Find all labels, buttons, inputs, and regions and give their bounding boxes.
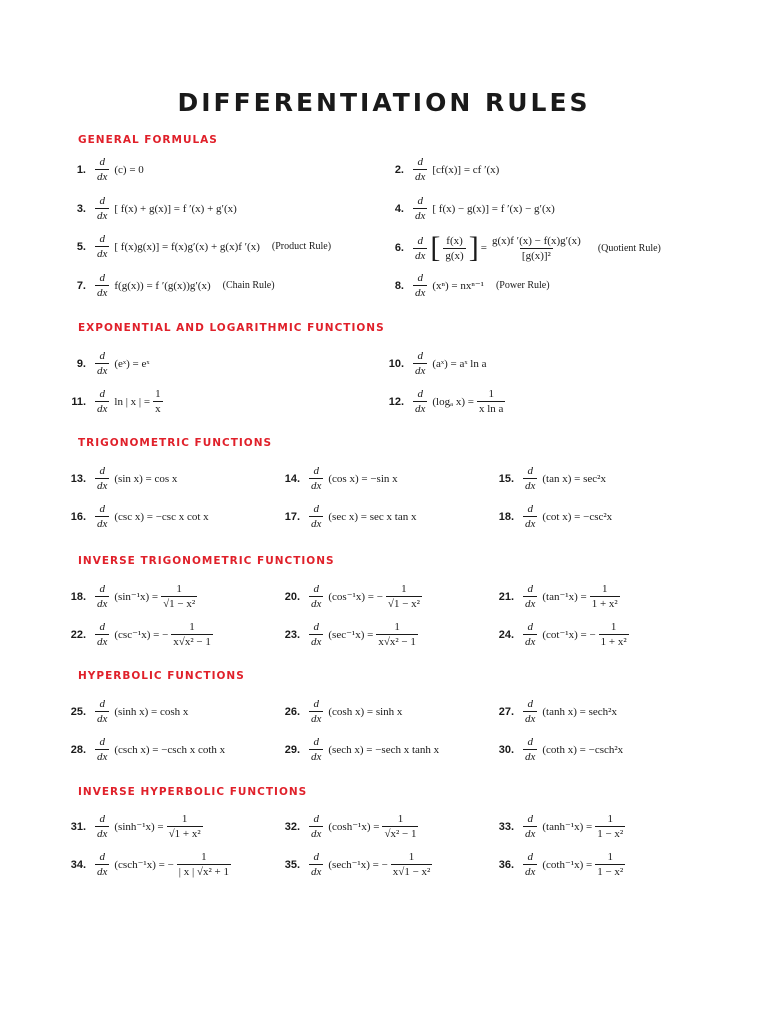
formula-r16 xyxy=(60,503,209,530)
result-fraction xyxy=(376,621,418,648)
result-fraction-denominator: 1 + x² xyxy=(591,598,618,610)
quotient-argument xyxy=(443,235,465,262)
section-heading-general: GENERAL FORMULAS xyxy=(78,134,218,146)
d-dx-operator-numerator: d xyxy=(99,813,105,825)
result-fraction-denominator: √1 − x² xyxy=(387,598,420,610)
formula-expression: (cos x) = −sin x xyxy=(328,472,398,485)
formula-number: 6. xyxy=(394,242,404,254)
formula-r26 xyxy=(274,698,402,725)
d-dx-operator xyxy=(309,851,323,878)
d-dx-operator-denominator: dx xyxy=(97,171,108,183)
formula-expression: (cos⁻¹x) = − xyxy=(328,591,383,603)
formula-number: 10. xyxy=(388,357,404,370)
rule-name-note: (Chain Rule) xyxy=(222,280,275,291)
formula-number: 25. xyxy=(70,705,86,718)
formula-expression: (eˣ) = eˣ xyxy=(114,357,150,370)
d-dx-operator xyxy=(309,621,323,648)
quotient-argument-denominator: g(x) xyxy=(445,249,464,262)
result-fraction-denominator: √1 + x² xyxy=(168,828,201,840)
formula-expression: [ f(x) − g(x)] = f ′(x) − g′(x) xyxy=(432,202,555,215)
d-dx-operator xyxy=(413,350,427,377)
result-fraction xyxy=(590,583,620,610)
d-dx-operator-numerator: d xyxy=(99,272,105,284)
formula-r7 xyxy=(60,272,275,299)
formula-r29 xyxy=(274,736,439,763)
result-fraction-numerator: 1 xyxy=(201,851,207,863)
d-dx-operator-numerator: d xyxy=(313,698,319,710)
result-fraction-denominator: x√1 − x² xyxy=(392,866,431,878)
d-dx-operator-numerator: d xyxy=(527,851,533,863)
d-dx-operator xyxy=(413,235,427,262)
d-dx-operator-numerator: d xyxy=(417,272,423,284)
d-dx-operator xyxy=(523,851,537,878)
formula-expression: (tanh⁻¹x) = xyxy=(542,821,593,833)
d-dx-operator xyxy=(95,851,109,878)
formula-expression: (sec x) = sec x tan x xyxy=(328,510,417,523)
formula-number: 15. xyxy=(498,472,514,485)
formula-expression: (coth⁻¹x) = xyxy=(542,859,593,871)
formula-expression: (tanh x) = sech²x xyxy=(542,705,617,718)
d-dx-operator-numerator: d xyxy=(99,583,105,595)
formula-number: 22. xyxy=(70,628,86,641)
rule-name-note: (Quotient Rule) xyxy=(597,242,661,254)
d-dx-operator-numerator: d xyxy=(527,465,533,477)
bracket-left: [ xyxy=(430,231,441,264)
formula-number: 17. xyxy=(284,510,300,523)
d-dx-operator-numerator: d xyxy=(313,851,319,863)
section-heading-hyp: HYPERBOLIC FUNCTIONS xyxy=(78,670,245,682)
d-dx-operator-denominator: dx xyxy=(311,518,322,530)
d-dx-operator-denominator: dx xyxy=(415,287,426,299)
result-fraction-numerator: 1 xyxy=(607,851,613,863)
formula-r35 xyxy=(274,851,435,878)
d-dx-operator-numerator: d xyxy=(417,156,423,168)
d-dx-operator-denominator: dx xyxy=(97,636,108,648)
d-dx-operator xyxy=(523,465,537,492)
formula-r12 xyxy=(378,388,508,415)
result-fraction xyxy=(386,583,422,610)
formula-expression: (sinh x) = cosh x xyxy=(114,705,189,718)
result-fraction-denominator: x ln a xyxy=(478,403,504,415)
formula-number: 33. xyxy=(498,820,514,833)
formula-expression: (cosh⁻¹x) = xyxy=(328,821,380,833)
result-fraction-denominator: x√x² − 1 xyxy=(378,636,416,648)
formula-number: 27. xyxy=(498,705,514,718)
d-dx-operator-numerator: d xyxy=(99,503,105,515)
result-fraction-numerator: 1 xyxy=(181,813,188,825)
d-dx-operator-denominator: dx xyxy=(525,866,536,878)
rule-name-note: (Product Rule) xyxy=(271,241,332,252)
d-dx-operator-denominator: dx xyxy=(97,828,108,840)
result-fraction-numerator: 1 xyxy=(401,583,407,595)
formula-number: 31. xyxy=(70,820,86,833)
formula-number: 23. xyxy=(284,628,300,641)
d-dx-operator xyxy=(309,813,323,840)
formula-number: 36. xyxy=(498,858,514,871)
d-dx-operator-numerator: d xyxy=(99,621,105,633)
formula-number: 4. xyxy=(394,202,404,215)
formula-r14 xyxy=(274,465,398,492)
formula-r3 xyxy=(60,195,237,222)
result-fraction-denominator: 1 + x² xyxy=(600,636,627,648)
d-dx-operator xyxy=(413,272,427,299)
formula-number: 18. xyxy=(70,590,86,603)
d-dx-operator xyxy=(309,583,323,610)
d-dx-operator-numerator: d xyxy=(313,465,319,477)
formula-number: 35. xyxy=(284,858,300,871)
d-dx-operator xyxy=(95,350,109,377)
formula-number: 2. xyxy=(394,163,404,176)
formula-r22 xyxy=(60,621,216,648)
d-dx-operator xyxy=(523,813,537,840)
d-dx-operator-denominator: dx xyxy=(525,480,536,492)
d-dx-operator-denominator: dx xyxy=(311,598,322,610)
formula-r19 xyxy=(60,583,200,610)
d-dx-operator-numerator: d xyxy=(417,234,423,247)
formula-expression: (csc x) = −csc x cot x xyxy=(114,510,209,523)
formula-expression: [ f(x)g(x)] = f(x)g′(x) + g(x)f ′(x) xyxy=(114,240,260,253)
result-fraction-numerator: 1 xyxy=(488,388,494,400)
formula-r8 xyxy=(378,272,550,299)
formula-number: 24. xyxy=(498,628,514,641)
rule-name-note: (Power Rule) xyxy=(495,280,550,291)
d-dx-operator xyxy=(523,736,537,763)
section-heading-explog: EXPONENTIAL AND LOGARITHMIC FUNCTIONS xyxy=(78,322,385,334)
d-dx-operator-denominator: dx xyxy=(97,598,108,610)
formula-expression: (coth x) = −csch²x xyxy=(542,743,624,756)
formula-r1 xyxy=(60,156,144,183)
result-fraction-denominator: 1 − x² xyxy=(597,866,624,878)
formula-r10 xyxy=(378,350,486,377)
d-dx-operator xyxy=(523,503,537,530)
d-dx-operator-numerator: d xyxy=(313,503,319,515)
d-dx-operator-numerator: d xyxy=(99,156,105,168)
d-dx-operator-denominator: dx xyxy=(415,210,426,222)
formula-r25 xyxy=(60,698,188,725)
formula-number: 13. xyxy=(70,472,86,485)
d-dx-operator xyxy=(309,503,323,530)
formula-r5 xyxy=(60,233,331,260)
d-dx-operator-denominator: dx xyxy=(97,713,108,725)
formula-r17 xyxy=(274,503,416,530)
d-dx-operator xyxy=(95,698,109,725)
formula-r23 xyxy=(274,621,421,648)
formula-r32 xyxy=(274,813,421,840)
d-dx-operator xyxy=(95,503,109,530)
formula-expression: (csc⁻¹x) = − xyxy=(114,629,169,641)
formula-expression: (sin x) = cos x xyxy=(114,472,178,485)
formula-expression: (c) = 0 xyxy=(114,163,144,176)
formula-number: 8. xyxy=(394,279,404,292)
d-dx-operator-denominator: dx xyxy=(97,365,108,377)
formula-r15 xyxy=(488,465,606,492)
result-fraction-denominator: x xyxy=(155,403,161,415)
d-dx-operator xyxy=(309,698,323,725)
d-dx-operator-denominator: dx xyxy=(525,828,536,840)
d-dx-operator xyxy=(95,465,109,492)
formula-number: 11. xyxy=(71,395,86,408)
d-dx-operator-numerator: d xyxy=(313,621,319,633)
result-fraction xyxy=(595,813,625,840)
formula-r27 xyxy=(488,698,617,725)
formula-expression: (csch⁻¹x) = − xyxy=(114,859,174,871)
d-dx-operator-numerator: d xyxy=(99,350,105,362)
formula-number: 28. xyxy=(70,743,86,756)
formula-r18 xyxy=(488,503,612,530)
quotient-result xyxy=(490,235,583,262)
formula-number: 21. xyxy=(498,590,514,603)
formula-number: 32. xyxy=(284,820,300,833)
formula-expression: ln | x | = xyxy=(114,395,151,408)
formula-expression: [ f(x) + g(x)] = f ′(x) + g′(x) xyxy=(114,202,237,215)
d-dx-operator-denominator: dx xyxy=(311,480,322,492)
section-heading-trig: TRIGONOMETRIC FUNCTIONS xyxy=(78,437,273,449)
formula-r4 xyxy=(378,195,555,222)
formula-r21 xyxy=(488,583,623,610)
formula-expression: (sech⁻¹x) = − xyxy=(328,859,388,871)
result-fraction-numerator: 1 xyxy=(610,621,617,633)
d-dx-operator-numerator: d xyxy=(99,736,105,748)
formula-r9 xyxy=(60,350,150,377)
d-dx-operator xyxy=(95,388,109,415)
d-dx-operator-denominator: dx xyxy=(97,518,108,530)
d-dx-operator-denominator: dx xyxy=(525,713,536,725)
result-fraction-numerator: 1 xyxy=(607,813,613,825)
result-fraction-denominator: √x² − 1 xyxy=(384,828,417,840)
formula-number: 5. xyxy=(76,240,86,253)
d-dx-operator-denominator: dx xyxy=(97,751,108,763)
d-dx-operator-denominator: dx xyxy=(525,751,536,763)
d-dx-operator-denominator: dx xyxy=(415,171,426,183)
formula-number: 16. xyxy=(70,510,86,523)
d-dx-operator-numerator: d xyxy=(417,388,423,400)
d-dx-operator xyxy=(95,583,109,610)
d-dx-operator-denominator: dx xyxy=(311,636,322,648)
formula-r24 xyxy=(488,621,632,648)
d-dx-operator-denominator: dx xyxy=(97,287,108,299)
formula-number: 14. xyxy=(284,472,300,485)
formula-number: 34. xyxy=(70,858,86,871)
d-dx-operator-denominator: dx xyxy=(525,598,536,610)
d-dx-operator xyxy=(413,388,427,415)
d-dx-operator xyxy=(523,583,537,610)
d-dx-operator xyxy=(95,233,109,260)
formula-r36 xyxy=(488,851,628,878)
d-dx-operator-denominator: dx xyxy=(525,636,536,648)
formula-expression: (cot⁻¹x) = − xyxy=(542,629,596,641)
d-dx-operator-denominator: dx xyxy=(311,866,322,878)
d-dx-operator xyxy=(95,621,109,648)
result-fraction xyxy=(391,851,433,878)
formula-r33 xyxy=(488,813,628,840)
d-dx-operator-denominator: dx xyxy=(415,249,426,262)
result-fraction-denominator: | x | √x² + 1 xyxy=(178,866,229,878)
formula-expression: [cf(x)] = cf ′(x) xyxy=(432,163,500,176)
d-dx-operator-denominator: dx xyxy=(311,713,322,725)
d-dx-operator-numerator: d xyxy=(313,813,319,825)
formula-number: 29. xyxy=(284,743,300,756)
formula-r28 xyxy=(60,736,225,763)
d-dx-operator xyxy=(309,465,323,492)
d-dx-operator-numerator: d xyxy=(99,465,105,477)
quotient-result-numerator: g(x)f ′(x) − f(x)g′(x) xyxy=(491,234,581,247)
result-fraction-numerator: 1 xyxy=(155,388,161,400)
result-fraction-numerator: 1 xyxy=(397,813,404,825)
d-dx-operator-denominator: dx xyxy=(415,403,426,415)
d-dx-operator-numerator: d xyxy=(99,851,105,863)
d-dx-operator-numerator: d xyxy=(527,813,533,825)
d-dx-operator xyxy=(523,698,537,725)
d-dx-operator-numerator: d xyxy=(417,350,423,362)
d-dx-operator xyxy=(309,736,323,763)
formula-r13 xyxy=(60,465,177,492)
d-dx-operator xyxy=(95,813,109,840)
d-dx-operator-denominator: dx xyxy=(97,480,108,492)
formula-r11 xyxy=(60,388,166,415)
formula-expression: (tan⁻¹x) = xyxy=(542,591,587,603)
d-dx-operator xyxy=(95,736,109,763)
formula-r2 xyxy=(378,156,499,183)
result-fraction-numerator: 1 xyxy=(189,621,195,633)
result-fraction-denominator: 1 − x² xyxy=(597,828,624,840)
formula-number: 9. xyxy=(76,357,86,370)
formula-expression: (tan x) = sec²x xyxy=(542,472,606,485)
formula-number: 12. xyxy=(388,395,404,408)
result-fraction xyxy=(595,851,625,878)
formula-expression: (sinh⁻¹x) = xyxy=(114,821,164,833)
d-dx-operator-numerator: d xyxy=(99,698,105,710)
d-dx-operator-numerator: d xyxy=(527,736,533,748)
d-dx-operator-numerator: d xyxy=(313,736,319,748)
result-fraction xyxy=(161,583,197,610)
formula-number: 3. xyxy=(76,202,86,215)
result-fraction xyxy=(599,621,629,648)
d-dx-operator-denominator: dx xyxy=(311,751,322,763)
result-fraction xyxy=(153,388,163,415)
d-dx-operator-numerator: d xyxy=(99,233,105,245)
d-dx-operator xyxy=(95,272,109,299)
quotient-argument-numerator: f(x) xyxy=(446,234,463,247)
formula-r6 xyxy=(378,233,661,263)
formula-expression: f(g(x)) = f ′(g(x))g′(x) xyxy=(114,279,211,292)
d-dx-operator-denominator: dx xyxy=(97,248,108,260)
d-dx-operator xyxy=(413,156,427,183)
formula-number: 1. xyxy=(76,163,86,176)
d-dx-operator-numerator: d xyxy=(527,503,533,515)
result-fraction-numerator: 1 xyxy=(176,583,182,595)
result-fraction-denominator: x√x² − 1 xyxy=(173,636,211,648)
d-dx-operator-denominator: dx xyxy=(97,403,108,415)
formula-expression: (cot x) = −csc²x xyxy=(542,510,613,523)
d-dx-operator-numerator: d xyxy=(527,621,533,633)
d-dx-operator-denominator: dx xyxy=(97,210,108,222)
d-dx-operator xyxy=(413,195,427,222)
d-dx-operator xyxy=(95,195,109,222)
formula-number: 26. xyxy=(284,705,300,718)
formula-number: 30. xyxy=(498,743,514,756)
result-fraction-numerator: 1 xyxy=(408,851,415,863)
result-fraction-numerator: 1 xyxy=(394,621,400,633)
d-dx-operator-denominator: dx xyxy=(311,828,322,840)
formula-expression: (sec⁻¹x) = xyxy=(328,629,374,641)
result-fraction-numerator: 1 xyxy=(601,583,608,595)
d-dx-operator-numerator: d xyxy=(99,388,105,400)
formula-expression: (aˣ) = aˣ ln a xyxy=(432,357,487,370)
d-dx-operator-numerator: d xyxy=(417,195,423,207)
formula-r30 xyxy=(488,736,623,763)
formula-expression: (logₐ x) = xyxy=(432,395,474,408)
formula-r20 xyxy=(274,583,425,610)
result-fraction xyxy=(477,388,505,415)
d-dx-operator-numerator: d xyxy=(527,583,533,595)
formula-number: 18. xyxy=(498,510,514,523)
d-dx-operator-denominator: dx xyxy=(415,365,426,377)
result-fraction xyxy=(382,813,418,840)
section-heading-invhyp: INVERSE HYPERBOLIC FUNCTIONS xyxy=(78,786,308,798)
equals-sign: = xyxy=(480,242,487,254)
formula-expression: (csch x) = −csch x coth x xyxy=(114,743,226,756)
result-fraction xyxy=(171,621,213,648)
formula-expression: (sech x) = −sech x tanh x xyxy=(328,743,440,756)
formula-expression: (cosh x) = sinh x xyxy=(328,705,403,718)
d-dx-operator-numerator: d xyxy=(99,195,105,207)
page-title: DIFFERENTIATION RULES xyxy=(177,88,591,117)
formula-r31 xyxy=(60,813,206,840)
formula-number: 20. xyxy=(284,590,300,603)
d-dx-operator-denominator: dx xyxy=(97,866,108,878)
formula-number: 7. xyxy=(76,279,86,292)
d-dx-operator-denominator: dx xyxy=(525,518,536,530)
d-dx-operator-numerator: d xyxy=(313,583,319,595)
quotient-result-denominator: [g(x)]² xyxy=(521,249,551,262)
d-dx-operator xyxy=(95,156,109,183)
formula-expression: (sin⁻¹x) = xyxy=(114,591,159,603)
result-fraction-denominator: √1 − x² xyxy=(163,598,196,610)
section-heading-invtrig: INVERSE TRIGONOMETRIC FUNCTIONS xyxy=(78,555,335,567)
formula-r34 xyxy=(60,851,234,878)
formula-expression: (xⁿ) = nxⁿ⁻¹ xyxy=(432,280,484,292)
result-fraction xyxy=(177,851,231,878)
bracket-right: ] xyxy=(468,231,479,264)
result-fraction xyxy=(167,813,203,840)
d-dx-operator-numerator: d xyxy=(527,698,533,710)
d-dx-operator xyxy=(523,621,537,648)
